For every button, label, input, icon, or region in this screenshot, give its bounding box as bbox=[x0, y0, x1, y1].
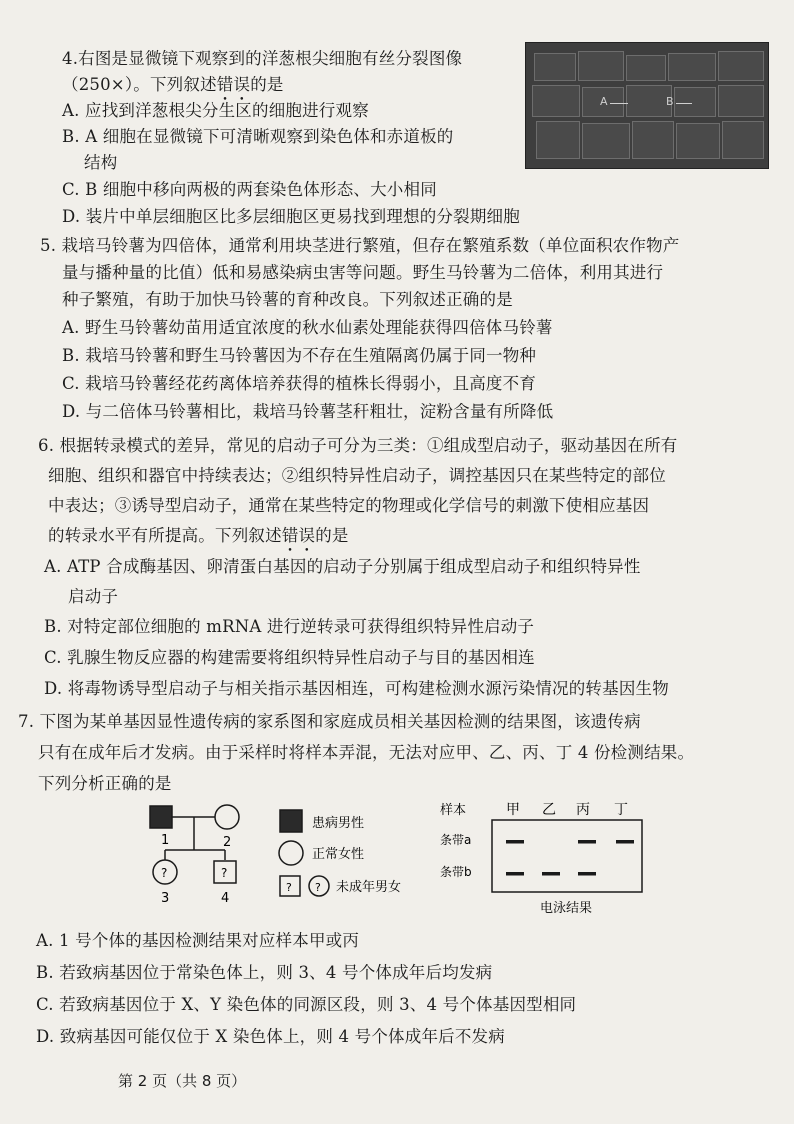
electrophoresis-chart bbox=[436, 798, 648, 918]
q6-option-d: D. 将毒物诱导型启动子与相关指示基因相连，可构建检测水源污染情况的转基因生物 bbox=[44, 679, 669, 698]
q6-emphasis-char: 误 bbox=[298, 526, 316, 545]
q4-stem-text: （250×）。下列叙述 bbox=[62, 75, 217, 94]
q7-stem-line1: 7. 下图为某单基因显性遗传病的家系图和家庭成员相关基因检测的结果图，该遗传病 bbox=[18, 712, 641, 731]
pedigree-q-mark: ? bbox=[221, 866, 228, 880]
micrograph-image bbox=[525, 42, 769, 169]
q4-option-c: C. B 细胞中移向两极的两套染色体形态、大小相同 bbox=[62, 180, 437, 199]
q6-stem-line3: 中表达；③诱导型启动子，通常在某些特定的物理或化学信号的刺激下使相应基因 bbox=[48, 496, 650, 515]
gel-band-a-0 bbox=[506, 840, 524, 844]
pedigree-label-3: 3 bbox=[161, 891, 170, 906]
legend-female-normal: 正常女性 bbox=[312, 847, 365, 862]
gel-sample-jia: 甲 bbox=[506, 802, 520, 818]
q5-stem-line3: 种子繁殖，有助于加快马铃薯的育种改良。下列叙述正确的是 bbox=[62, 290, 513, 309]
legend-q-mark: ? bbox=[286, 881, 292, 894]
q6-option-a: A. ATP 合成酶基因、卵清蛋白基因的启动子分别属于组成型启动子和组织特异性 bbox=[44, 557, 641, 576]
gel-band-b-2 bbox=[578, 872, 596, 876]
pedigree-label-2: 2 bbox=[223, 835, 232, 850]
pedigree-label-4: 4 bbox=[221, 891, 230, 906]
q6-option-a-cont: 启动子 bbox=[68, 587, 119, 606]
gel-sample-yi: 乙 bbox=[542, 802, 556, 818]
legend-q-mark: ? bbox=[315, 881, 321, 894]
q7-stem-line3: 下列分析正确的是 bbox=[38, 774, 172, 793]
q5-option-b: B. 栽培马铃薯和野生马铃薯因为不存在生殖隔离仍属于同一物种 bbox=[62, 346, 537, 365]
q4-emphasis-char: 错 bbox=[216, 75, 234, 94]
page-footer: 第 2 页（共 8 页） bbox=[118, 1072, 247, 1090]
q5-stem-line2: 量与播种量的比值）低和易感染病虫害等问题。野生马铃薯为二倍体，利用其进行 bbox=[62, 263, 664, 282]
pedigree-label-1: 1 bbox=[161, 833, 170, 848]
gel-sample-header: 样本 bbox=[440, 803, 467, 818]
q4-option-a: A. 应找到洋葱根尖分生区的细胞进行观察 bbox=[62, 101, 369, 120]
q6-emphasis-char: 错 bbox=[281, 526, 299, 545]
gel-caption: 电泳结果 bbox=[540, 901, 593, 916]
legend-female-normal-icon bbox=[279, 841, 303, 865]
gel-band-a-label: 条带a bbox=[440, 833, 472, 847]
q7-option-b: B. 若致病基因位于常染色体上，则 3、4 号个体成年后均发病 bbox=[36, 963, 493, 982]
q4-option-b: B. A 细胞在显微镜下可清晰观察到染色体和赤道板的 bbox=[62, 127, 454, 146]
legend-minor: 未成年男女 bbox=[336, 880, 402, 895]
q7-option-d: D. 致病基因可能仅位于 X 染色体上，则 4 号个体成年后不发病 bbox=[36, 1027, 505, 1046]
q4-option-d: D. 装片中单层细胞区比多层细胞区更易找到理想的分裂期细胞 bbox=[62, 207, 520, 226]
pedigree-father-affected bbox=[150, 806, 172, 828]
gel-band-b-1 bbox=[542, 872, 560, 876]
q4-emphasis-char: 误 bbox=[233, 75, 251, 94]
gel-band-a-3 bbox=[616, 840, 634, 844]
q6-stem-text-end: 的是 bbox=[315, 526, 349, 545]
q5-option-d: D. 与二倍体马铃薯相比，栽培马铃薯茎秆粗壮，淀粉含量有所降低 bbox=[62, 402, 554, 421]
q4-option-b-cont: 结构 bbox=[84, 153, 118, 172]
q5-option-c: C. 栽培马铃薯经花药离体培养获得的植株长得弱小，且高度不育 bbox=[62, 374, 537, 393]
gel-band-b-label: 条带b bbox=[440, 865, 472, 879]
q7-option-a: A. 1 号个体的基因检测结果对应样本甲或丙 bbox=[36, 931, 360, 950]
q6-option-b: B. 对特定部位细胞的 mRNA 进行逆转录可获得组织特异性启动子 bbox=[44, 617, 535, 636]
legend-male-affected: 患病男性 bbox=[312, 816, 365, 831]
q6-stem-line1: 6. 根据转录模式的差异，常见的启动子可分为三类：①组成型启动子，驱动基因在所有 bbox=[38, 436, 678, 455]
gel-box bbox=[492, 820, 642, 892]
q5-stem-line1: 5. 栽培马铃薯为四倍体，通常利用块茎进行繁殖，但存在繁殖系数（单位面积农作物产 bbox=[40, 236, 680, 255]
q6-stem-line4 bbox=[48, 522, 349, 546]
gel-band-b-0 bbox=[506, 872, 524, 876]
legend-male-affected-icon bbox=[280, 810, 302, 832]
pedigree-legend bbox=[276, 806, 436, 902]
q6-stem-text: 的转录水平有所提高。下列叙述 bbox=[48, 526, 282, 545]
q4-stem-text-end: 的是 bbox=[250, 75, 284, 94]
gel-sample-bing: 丙 bbox=[576, 802, 590, 818]
gel-sample-ding: 丁 bbox=[614, 802, 628, 818]
q7-option-c: C. 若致病基因位于 X、Y 染色体的同源区段，则 3、4 号个体基因型相同 bbox=[36, 995, 577, 1014]
q7-stem-line2: 只有在成年后才发病。由于采样时将样本弄混，无法对应甲、乙、丙、丁 4 份检测结果。 bbox=[38, 743, 695, 762]
q4-stem-line1: 4.右图是显微镜下观察到的洋葱根尖细胞有丝分裂图像 bbox=[62, 49, 463, 68]
q5-option-a: A. 野生马铃薯幼苗用适宜浓度的秋水仙素处理能获得四倍体马铃薯 bbox=[62, 318, 553, 337]
pedigree-mother-normal bbox=[215, 805, 239, 829]
pedigree-q-mark: ? bbox=[161, 866, 168, 880]
micrograph-label-a: A bbox=[600, 95, 608, 108]
q6-option-c: C. 乳腺生物反应器的构建需要将组织特异性启动子与目的基因相连 bbox=[44, 648, 535, 667]
q6-stem-line2: 细胞、组织和器官中持续表达；②组织特异性启动子，调控基因只在某些特定的部位 bbox=[48, 466, 666, 485]
micrograph-label-b: B bbox=[666, 95, 674, 108]
pedigree-chart bbox=[140, 800, 260, 908]
gel-band-a-2 bbox=[578, 840, 596, 844]
q4-stem-line2 bbox=[62, 71, 284, 95]
